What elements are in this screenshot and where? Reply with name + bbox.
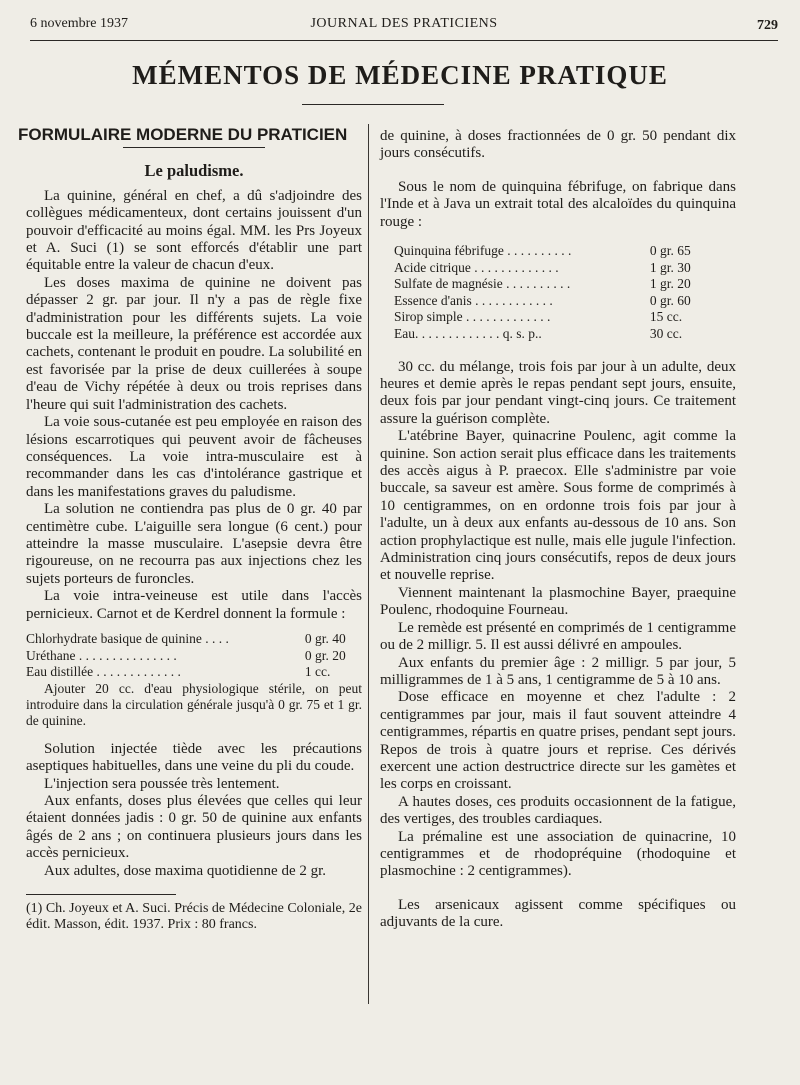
ingredient-name: Eau distillée bbox=[26, 664, 94, 680]
leader-dots: . . . . . . . . . . . . . bbox=[470, 259, 559, 275]
paragraph: La prémaline est une association de quinacrine, 10 centigrammes et de rhodopréquine (rhodoquine et plasmochine : 2 centigrammes). bbox=[380, 828, 736, 880]
formula-row bbox=[394, 243, 710, 260]
paragraph: L'injection sera poussée très lentement. bbox=[44, 775, 280, 792]
leader-dots: . . . . bbox=[201, 630, 229, 646]
formula-row bbox=[394, 293, 710, 310]
formula-row bbox=[26, 631, 362, 648]
ingredient-quantity: 1 gr. 30 bbox=[649, 259, 691, 275]
paragraph: Les doses maxima de quinine ne doivent pas dépasser 2 gr. par jour. Il n'y a pas de règle fixe d'administration pour les différents sujets. La voie buccale est la meilleure, la préférence est accordée aux cachets, contenant le produit en poudre. La solubilité en est favorisée par la prise de deux cuillerées à soupe d'eau de Vichy répétée à deux ou trois reprises dans l'heure qui suit l'administration des cachets. bbox=[26, 274, 362, 413]
ingredient-quantity: 0 gr. 65 bbox=[649, 243, 691, 259]
paragraph: de quinine, à doses fractionnées de 0 gr. 50 pendant dix jours consécutifs. bbox=[380, 128, 736, 162]
leader-dots: . . . . . . . . . . . . . q. s. p.. bbox=[415, 326, 542, 341]
journal-title: JOURNAL DES PRATICIENS bbox=[310, 16, 498, 31]
page-number: 729 bbox=[757, 18, 778, 33]
ingredient-name: Sirop simple bbox=[394, 309, 463, 325]
paragraph: Sous le nom de quinquina fébrifuge, on fabrique dans l'Inde et à Java un extrait total des alcaloïdes du quinquina rouge : bbox=[380, 178, 736, 230]
left-column bbox=[18, 125, 362, 933]
ingredient-quantity: 0 gr. 40 bbox=[304, 630, 346, 646]
ingredient-name: Quinquina fébrifuge bbox=[394, 243, 504, 259]
paragraph: Aux adultes, dose maxima quotidienne de 2 gr. bbox=[44, 862, 327, 879]
leader-dots: . . . . . . . . . . bbox=[503, 243, 572, 259]
formula-note: Ajouter 20 cc. d'eau physiologique stérile, on peut introduire dans la circulation générale jusqu'à 0 gr. 75 et 1 gr. de quinine. bbox=[26, 680, 362, 728]
paragraph: Aux enfants, doses plus élevées que celles qui leur étaient données jadis : 0 gr. 50 de quinine aux enfants âgés de 2 ans ; on continuera plusieurs jours dans les accès pernicieux. bbox=[26, 792, 362, 862]
leader-dots: . . . . . . . . . . bbox=[502, 276, 571, 292]
paragraph: Viennent maintenant la plasmochine Bayer, praequine Poulenc, rhodoquine Fourneau. bbox=[380, 584, 736, 619]
formula-row bbox=[26, 664, 362, 681]
leader-dots: . . . . . . . . . . . . bbox=[471, 292, 553, 308]
paragraph: La solution ne contiendra pas plus de 0 gr. 40 par centimètre cube. L'aiguille sera longue (6 cent.) pour atteindre la masse musculaire. L'asepsie devra être rigoureuse, on ne recourra pas aux injections chez les sujets porteurs de furoncles. bbox=[26, 501, 362, 587]
paragraph: La quinine, général en chef, a dû s'adjoindre des collègues médicamenteux, dont certains jouissent d'un pouvoir d'efficacité au moins égal. MM. les Prs Joyeux et A. Suci (1) se sont efforcés d'établir une part équitable entre la valeur de chacun d'eux. bbox=[26, 187, 362, 274]
column-divider bbox=[368, 124, 369, 1004]
footnote: (1) Ch. Joyeux et A. Suci. Précis de Médecine Coloniale, 2e édit. Masson, édit. 1937. Prix : 80 francs. bbox=[26, 901, 362, 932]
ingredient-name: Sulfate de magnésie bbox=[394, 276, 503, 292]
formula-row bbox=[394, 309, 710, 326]
formula-row bbox=[394, 276, 710, 293]
paragraph: Aux enfants du premier âge : 2 milligr. 5 par jour, 5 milligrammes de 1 à 5 ans, 1 centigramme de 5 à 10 ans. bbox=[380, 654, 736, 688]
section-heading: FORMULAIRE MODERNE DU PRATICIEN bbox=[18, 125, 348, 144]
leader-dots: . . . . . . . . . . . . . bbox=[93, 664, 181, 680]
formula-table bbox=[394, 243, 710, 343]
leader-dots: . . . . . . . . . . . . . bbox=[462, 309, 551, 325]
leader-dots: . . . . . . . . . . . . . . . bbox=[75, 647, 177, 663]
footnote-rule bbox=[26, 894, 176, 895]
formula-row bbox=[394, 260, 710, 277]
paragraph: La voie sous-cutanée est peu employée en raison des lésions escarrotiques qui peuvent avoir de fâcheuses conséquences. La voie intra-musculaire est à recommander dans les cas d'intolérance gastrique et dans les manifestations graves du paludisme. bbox=[26, 414, 362, 500]
ingredient-quantity: 15 cc. bbox=[649, 309, 683, 325]
paragraph: Dose efficace en moyenne et chez l'adulte : 2 centigrammes par jour, mais il faut souvent atteindre 4 centigrammes, répartis en quatre prises, pendant sept jours. Repos de trois à quatre jours et reprise. Ces dérivés exercent une action destructrice directe sur les gamètes et les corps en croissant. bbox=[380, 689, 736, 793]
paragraph: L'atébrine Bayer, quinacrine Poulenc, agit comme la quinine. Son action serait plus efficace dans les traitements des accès aigus à P. praecox. Elle s'administre par voie buccale, sa saveur est amère. Sous forme de comprimés à 10 centigrammes, on en ordonne trois fois par jour à l'adulte, un à deux aux enfants au-dessous de 10 ans. Son action prophylactique est nulle, mais elle jugule l'infection. Administration cinq jours consécutifs, repos de deux jours et nouvelle reprise. bbox=[380, 428, 736, 584]
running-header bbox=[30, 12, 778, 41]
paragraph: Le remède est présenté en comprimés de 1 centigramme ou de 2 milligr. 5. Il est aussi délivré en ampoules. bbox=[380, 619, 736, 654]
paragraph: Les arsenicaux agissent comme spécifiques ou adjuvants de la cure. bbox=[380, 896, 736, 931]
paragraph: La voie intra-veineuse est utile dans l'accès pernicieux. Carnot et de Kerdrel donnent la formule : bbox=[26, 588, 362, 622]
formula-row bbox=[394, 326, 710, 343]
paragraph: A hautes doses, ces produits occasionnent de la fatigue, des vertiges, des troubles cardiaques. bbox=[380, 793, 736, 828]
formula-row bbox=[26, 648, 362, 665]
ingredient-name: Eau bbox=[394, 326, 415, 341]
ingredient-quantity: 30 cc. bbox=[649, 326, 683, 341]
ingredient-name: Chlorhydrate basique de quinine bbox=[26, 630, 202, 646]
paragraph: Solution injectée tiède avec les précautions aseptiques habituelles, dans une veine du pli du coude. bbox=[26, 740, 362, 775]
ingredient-name: Uréthane bbox=[26, 647, 76, 663]
ingredient-quantity: 1 gr. 20 bbox=[649, 276, 691, 292]
ingredient-quantity: 0 gr. 20 bbox=[304, 647, 346, 663]
ingredient-name: Acide citrique bbox=[394, 259, 471, 275]
ingredient-quantity: 1 cc. bbox=[304, 664, 331, 680]
section-rule bbox=[123, 147, 265, 148]
title-rule bbox=[302, 104, 444, 105]
ingredient-quantity: 0 gr. 60 bbox=[649, 292, 691, 308]
formula-table bbox=[26, 631, 362, 681]
ingredient-name: Essence d'anis bbox=[394, 292, 472, 308]
page-title: MÉMENTOS DE MÉDECINE PRATIQUE bbox=[132, 60, 668, 90]
issue-date: 6 novembre 1937 bbox=[30, 16, 128, 31]
paragraph: 30 cc. du mélange, trois fois par jour à un adulte, deux heures et demie après le repas pendant sept jours, ensuite, deux fois par jour pendant vingt-cinq jours. Ce traitement assure la guérison complète. bbox=[380, 358, 736, 427]
right-column bbox=[380, 128, 736, 932]
article-subtitle: Le paludisme. bbox=[144, 161, 244, 181]
